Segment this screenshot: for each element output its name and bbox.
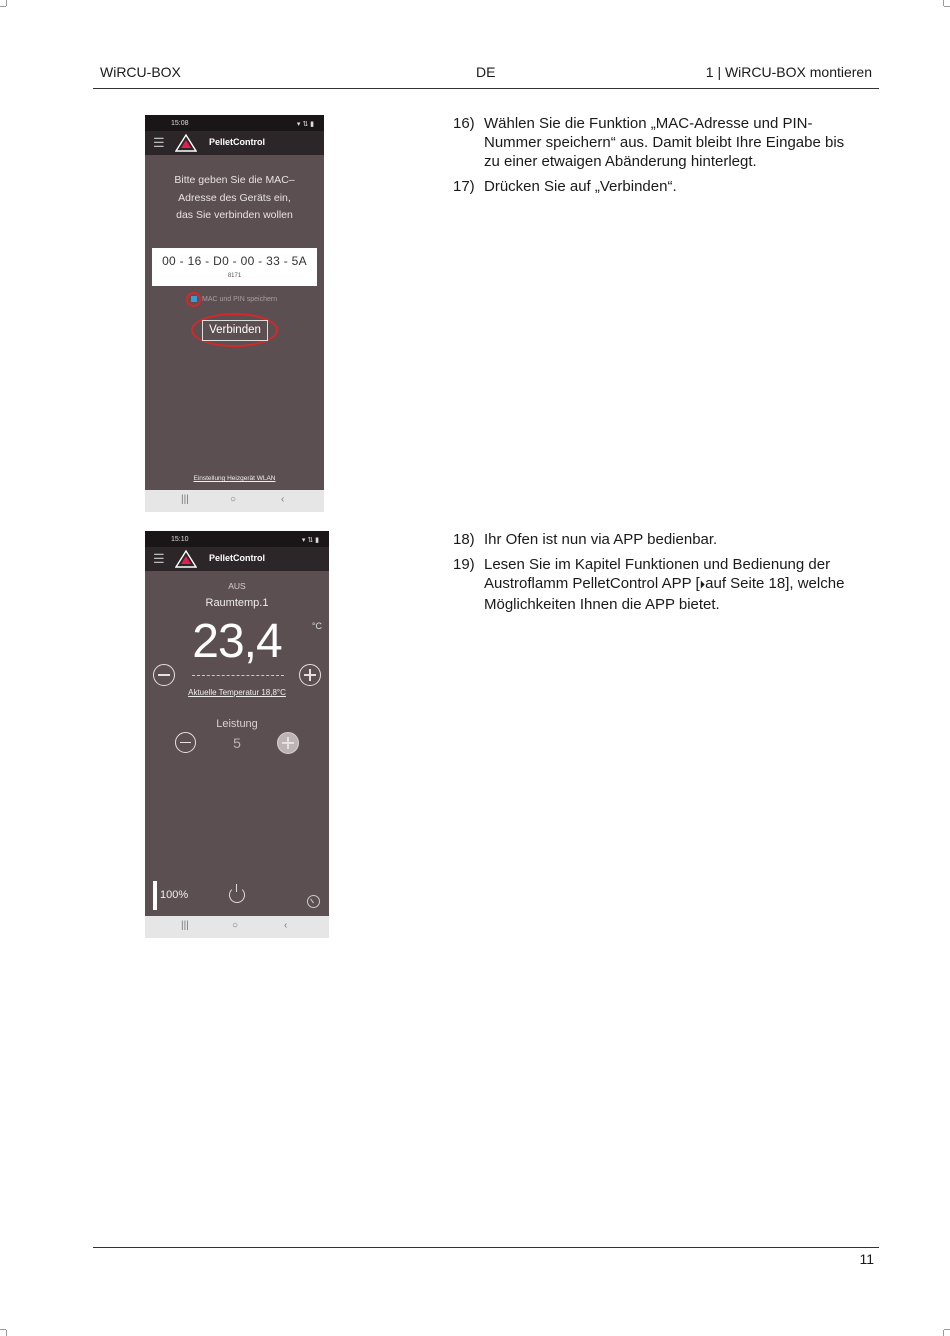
mac-address-value: 00 - 16 - D0 - 00 - 33 - 5A	[162, 254, 307, 268]
header-language: DE	[476, 64, 496, 80]
step-number: 16)	[453, 115, 475, 132]
pin-value: 8171	[227, 273, 242, 279]
status-time: 15:08	[171, 120, 189, 127]
crop-mark	[6, 1330, 7, 1336]
minus-power-icon[interactable]	[175, 732, 196, 753]
app-title: PelletControl	[209, 553, 266, 563]
android-nav-bar	[145, 916, 329, 938]
status-bar	[145, 531, 329, 547]
step-text: Drücken Sie auf „Verbinden“.	[484, 178, 677, 195]
app-screenshot-control	[145, 531, 329, 938]
page-reference-link[interactable]: auf Seite 18	[705, 575, 786, 592]
save-mac-pin-label: MAC und PIN speichern	[202, 296, 278, 303]
level-bar	[153, 881, 157, 910]
header-product: WiRCU-BOX	[100, 64, 181, 80]
steps-list-b	[453, 530, 863, 620]
header-rule	[93, 88, 879, 89]
status-icons: ▾ ⇅ ▮	[296, 121, 314, 128]
step-text: Wählen Sie die Funktion „MAC-Adresse und PIN-Nummer speichern“ aus. Damit bleibt Ihre Eingabe bis zu einer etwaigen Abänderung hinterlegt.	[484, 115, 845, 170]
current-temperature-text: Aktuelle Temperatur 18,8°C	[188, 688, 286, 697]
home-icon[interactable]: ○	[232, 920, 239, 931]
app-bar	[145, 131, 324, 155]
step-item	[453, 177, 863, 196]
step-text: Ihr Ofen ist nun via APP bedienbar.	[484, 531, 718, 548]
recent-apps-icon[interactable]: |||	[181, 494, 189, 505]
crop-mark	[944, 1329, 950, 1330]
steps-list-a	[453, 114, 863, 202]
current-temperature	[145, 688, 329, 697]
step-text-before: Lesen Sie im Kapitel Funktionen und Bedienung der Austroflamm PelletControl APP [	[484, 556, 831, 592]
hamburger-icon[interactable]: ☰	[153, 135, 165, 150]
crop-mark	[943, 0, 944, 6]
mac-address-field[interactable]	[152, 248, 317, 286]
crop-mark	[944, 6, 950, 7]
step-item	[453, 114, 863, 171]
footer-rule	[93, 1247, 879, 1248]
page-number: 11	[859, 1251, 874, 1267]
mac-prompt: Bitte geben Sie die MAC–Adresse des Geräts ein, das Sie verbinden wollen	[174, 174, 295, 221]
step-text-after: ], welche Möglichkeiten Ihnen die APP bietet.	[484, 575, 845, 613]
plus-power-icon[interactable]	[277, 732, 299, 754]
app-bar	[145, 547, 329, 571]
crop-mark	[0, 6, 6, 7]
austroflamm-logo-icon	[175, 550, 197, 568]
connect-button[interactable]: Verbinden	[202, 320, 268, 341]
step-text-with-link	[484, 555, 863, 614]
power-icon[interactable]	[229, 887, 245, 903]
status-time: 15:10	[171, 536, 189, 543]
power-label: Leistung	[216, 718, 258, 730]
header-chapter: 1 | WiRCU-BOX montieren	[705, 64, 872, 80]
android-nav-bar	[145, 490, 324, 512]
mode-status: AUS	[228, 581, 246, 591]
status-icons: ▾ ⇅ ▮	[301, 537, 319, 544]
app-screenshot-mac-entry	[145, 115, 324, 512]
timer-icon[interactable]	[307, 895, 320, 908]
status-bar	[145, 115, 324, 131]
step-number: 19)	[453, 556, 475, 573]
app-title: PelletControl	[209, 137, 266, 147]
temperature-unit: °C	[311, 621, 322, 631]
step-item	[453, 555, 863, 614]
room-label: Raumtemp.1	[205, 597, 269, 609]
reference-arrow-icon: ⏵	[699, 579, 706, 591]
crop-mark	[943, 1330, 944, 1336]
step-item	[453, 530, 863, 549]
hamburger-icon[interactable]: ☰	[153, 551, 165, 566]
crop-mark	[6, 0, 7, 6]
home-icon[interactable]: ○	[230, 494, 237, 505]
back-icon[interactable]: ‹	[284, 920, 288, 931]
divider	[192, 675, 284, 676]
power-value: 5	[233, 735, 241, 751]
plus-temp-icon[interactable]	[299, 664, 321, 686]
step-number: 18)	[453, 531, 475, 548]
save-mac-pin-checkbox[interactable]	[186, 292, 201, 307]
austroflamm-logo-icon	[175, 134, 197, 152]
back-icon[interactable]: ‹	[281, 494, 285, 505]
wlan-settings-link[interactable]: Einstellung Heizgerät WLAN	[193, 475, 276, 482]
recent-apps-icon[interactable]: |||	[181, 920, 189, 931]
level-percent: 100%	[160, 889, 189, 901]
setpoint-value: 23,4	[192, 615, 282, 668]
step-number: 17)	[453, 178, 475, 195]
minus-temp-icon[interactable]	[153, 664, 175, 686]
